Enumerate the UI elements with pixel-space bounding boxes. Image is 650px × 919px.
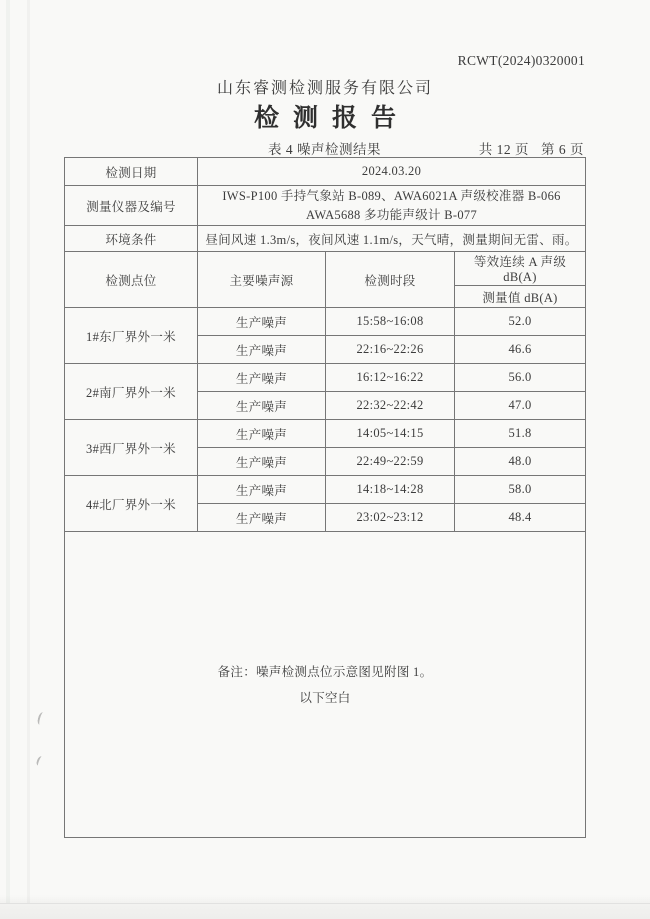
- period-cell: 23:02~23:12: [326, 504, 455, 532]
- point-cell: 3#西厂界外一米: [65, 420, 198, 476]
- period-cell: 22:49~22:59: [326, 448, 455, 476]
- period-cell: 15:58~16:08: [326, 308, 455, 336]
- table-row: [65, 186, 586, 226]
- table-header-row: [65, 252, 586, 286]
- info-value-date: 2024.03.20: [198, 158, 586, 186]
- pagination: [473, 138, 584, 158]
- scan-edge-bottom: [0, 903, 650, 919]
- point-cell: 4#北厂界外一米: [65, 476, 198, 532]
- value-cell: 46.6: [455, 336, 586, 364]
- info-value-environment: 昼间风速 1.3m/s，夜间风速 1.1m/s，天气晴，测量期间无雷、雨。: [198, 226, 586, 252]
- table-row: [65, 420, 586, 448]
- source-cell: 生产噪声: [198, 476, 326, 504]
- table-row: [65, 158, 586, 186]
- pages-total: 共 12 页: [478, 142, 529, 157]
- period-cell: 16:12~16:22: [326, 364, 455, 392]
- scan-speck: [37, 711, 47, 725]
- caption-row: [64, 138, 585, 156]
- col-header-level-sub: 测量值 dB(A): [455, 286, 586, 308]
- table-row: [65, 532, 586, 838]
- source-cell: 生产噪声: [198, 420, 326, 448]
- period-cell: 14:18~14:28: [326, 476, 455, 504]
- period-cell: 22:32~22:42: [326, 392, 455, 420]
- scan-edge-left-2: [27, 0, 30, 919]
- col-header-source: 主要噪声源: [198, 252, 326, 308]
- scan-speck: [35, 755, 44, 766]
- period-cell: 22:16~22:26: [326, 336, 455, 364]
- value-cell: 58.0: [455, 476, 586, 504]
- source-cell: 生产噪声: [198, 392, 326, 420]
- point-cell: 1#东厂界外一米: [65, 308, 198, 364]
- company-name: 山东睿测检测服务有限公司: [216, 80, 433, 97]
- instrument-line-1: IWS-P100 手持气象站 B-089、AWA6021A 声级校准器 B-066: [222, 188, 561, 203]
- period-cell: 14:05~14:15: [326, 420, 455, 448]
- info-label-environment: 环境条件: [65, 226, 198, 252]
- point-cell: 2#南厂界外一米: [65, 364, 198, 420]
- report-title: 检测报告: [253, 105, 410, 132]
- blank-below-line: 以下空白: [299, 690, 351, 705]
- col-header-point: 检测点位: [65, 252, 198, 308]
- table-row: [65, 364, 586, 392]
- col-header-level-group: 等效连续 A 声级 dB(A): [455, 252, 586, 286]
- value-cell: 48.4: [455, 504, 586, 532]
- col-header-period: 检测时段: [326, 252, 455, 308]
- value-cell: 47.0: [455, 392, 586, 420]
- instrument-line-2: AWA5688 多功能声级计 B-077: [306, 207, 477, 222]
- table-row: [65, 308, 586, 336]
- value-cell: 52.0: [455, 308, 586, 336]
- table-row: [65, 476, 586, 504]
- remarks-line: 备注：噪声检测点位示意图见附图 1。: [217, 664, 433, 679]
- table-row: [65, 226, 586, 252]
- value-cell: 48.0: [455, 448, 586, 476]
- source-cell: 生产噪声: [198, 504, 326, 532]
- value-cell: 51.8: [455, 420, 586, 448]
- table-caption: 表 4 噪声检测结果: [268, 142, 381, 157]
- source-cell: 生产噪声: [198, 364, 326, 392]
- info-label-instruments: 测量仪器及编号: [65, 186, 198, 226]
- report-number: RCWT(2024)0320001: [457, 53, 585, 68]
- value-cell: 56.0: [455, 364, 586, 392]
- source-cell: 生产噪声: [198, 448, 326, 476]
- scan-edge-left: [6, 0, 10, 919]
- results-table: [64, 157, 586, 838]
- info-label-date: 检测日期: [65, 158, 198, 186]
- remarks-cell: [65, 532, 586, 838]
- info-value-instruments: [198, 186, 586, 226]
- source-cell: 生产噪声: [198, 336, 326, 364]
- source-cell: 生产噪声: [198, 308, 326, 336]
- page-current: 第 6 页: [541, 142, 584, 157]
